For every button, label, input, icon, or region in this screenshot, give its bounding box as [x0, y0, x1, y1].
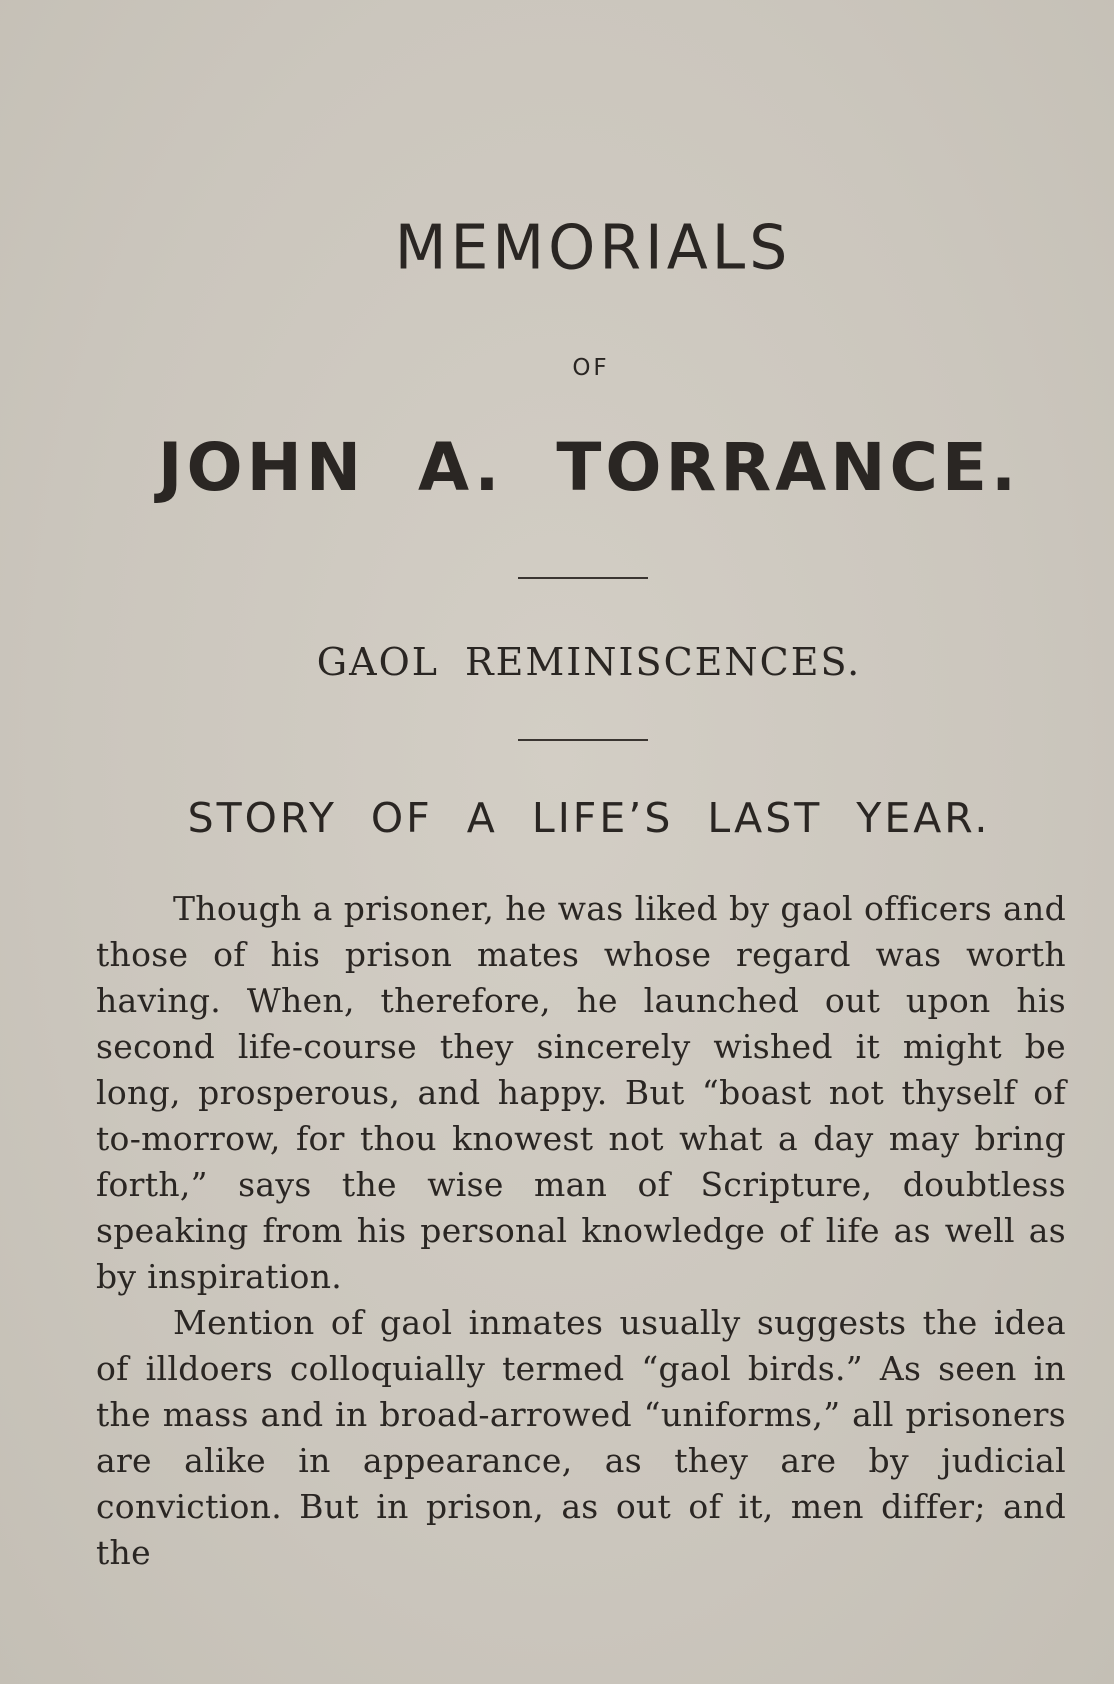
- title-memorials: MEMORIALS: [394, 212, 792, 284]
- divider-rule: [518, 577, 648, 579]
- title-of: OF: [572, 355, 610, 381]
- chapter-heading: STORY OF A LIFE’S LAST YEAR.: [187, 794, 991, 842]
- subtitle: GAOL REMINISCENCES.: [316, 640, 862, 684]
- paragraph: Though a prisoner, he was liked by gaol officers and those of his prison mates whose regard was worth having. When, therefore, he launched out upon his second life-course they sincerely wished it might be long, prosperous, and happy. But “boast not thyself of to-morrow, for thou knowest not what a day may bring forth,” says the wise man of Scripture, doubtless speaking from his personal knowledge of life as well as by inspiration.: [96, 889, 1066, 1296]
- body-text: [96, 886, 1066, 1576]
- paragraph: Mention of gaol inmates usually suggests the idea of illdoers colloquially termed “gaol birds.” As seen in the mass and in broad-arrowed “uniforms,” all prisoners are alike in appearance, as they are by judicial conviction. But in prison, as out of it, men differ; and the: [96, 1303, 1066, 1572]
- title-name: JOHN A. TORRANCE.: [157, 429, 1021, 506]
- divider-rule: [518, 739, 648, 741]
